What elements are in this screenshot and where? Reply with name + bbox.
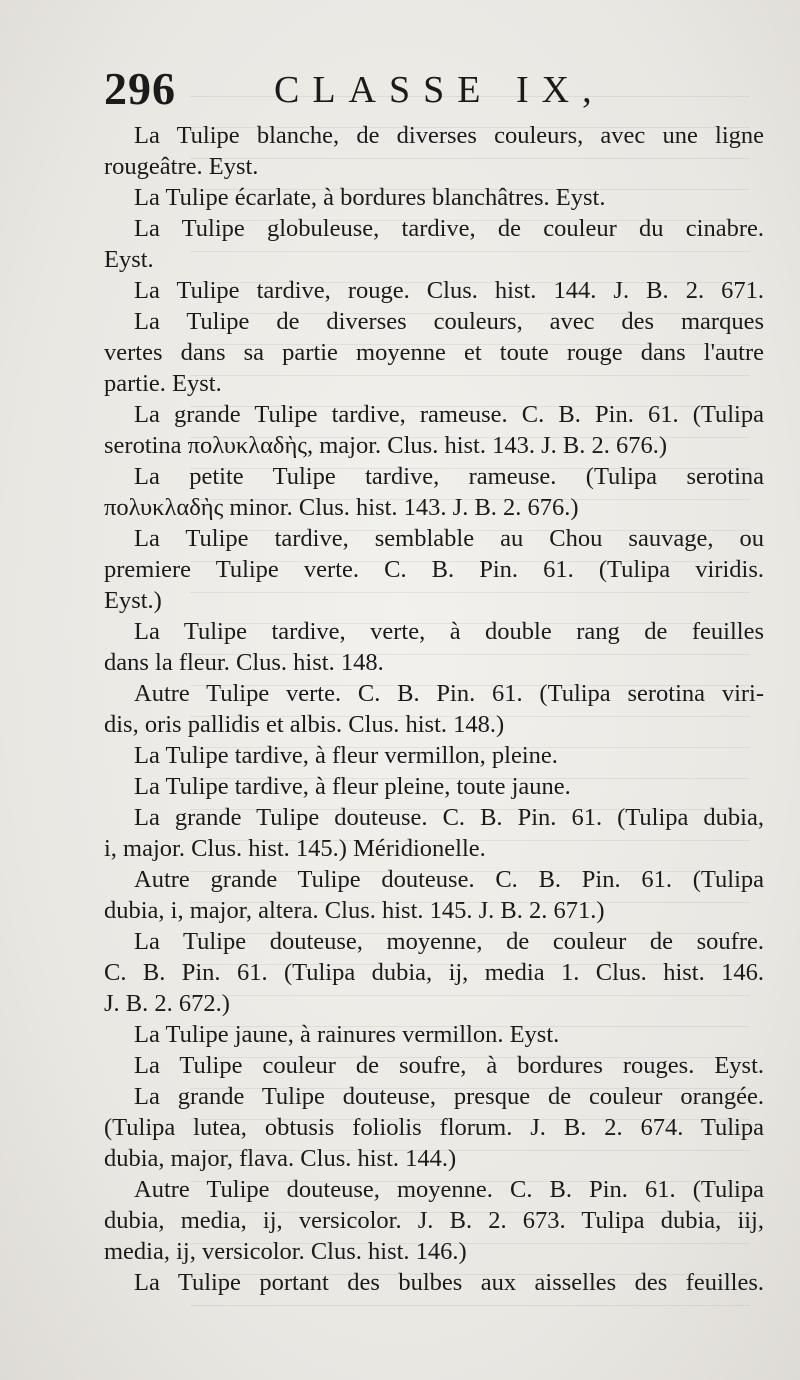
text-line: J. B. 2. 672.) xyxy=(104,990,230,1017)
page-number: 296 xyxy=(104,63,176,114)
text-line: La petite Tulipe tardive, rameuse. (Tulipa serotina xyxy=(134,463,764,490)
text-line: La grande Tulipe tardive, rameuse. C. B. Pin. 61. (Tulipa xyxy=(134,401,764,428)
text-line: vertes dans sa partie moyenne et toute rouge dans l'autre xyxy=(104,339,764,366)
text-line: La Tulipe de diverses couleurs, avec des marques xyxy=(134,308,764,335)
text-line: C. B. Pin. 61. (Tulipa dubia, ij, media 1. Clus. hist. 146. xyxy=(104,959,764,986)
text-line: πολυκλαδὴς minor. Clus. hist. 143. J. B. 2. 676.) xyxy=(104,494,579,521)
text-line: La Tulipe portant des bulbes aux aisselles des feuilles. xyxy=(134,1269,764,1296)
text-line: i, major. Clus. hist. 145.) Méridionelle. xyxy=(104,835,486,862)
text-line: La grande Tulipe douteuse. C. B. Pin. 61. (Tulipa dubia, xyxy=(134,804,764,831)
text-line: serotina πολυκλαδὴς, major. Clus. hist. 143. J. B. 2. 676.) xyxy=(104,432,668,459)
text-line: La Tulipe globuleuse, tardive, de couleur du cinabre. xyxy=(134,215,764,242)
text-line: dubia, media, ij, versicolor. J. B. 2. 673. Tulipa dubia, iij, xyxy=(104,1207,764,1234)
text-line: Autre Tulipe verte. C. B. Pin. 61. (Tulipa serotina viri- xyxy=(134,680,764,707)
text-line: La grande Tulipe douteuse, presque de couleur orangée. xyxy=(134,1083,764,1110)
text-line: La Tulipe tardive, rouge. Clus. hist. 144. J. B. 2. 671. xyxy=(134,277,764,304)
page-header xyxy=(104,62,764,122)
text-line: Autre Tulipe douteuse, moyenne. C. B. Pin. 61. (Tulipa xyxy=(134,1176,764,1203)
text-line: La Tulipe tardive, à fleur vermillon, pleine. xyxy=(134,742,558,769)
text-line: La Tulipe tardive, à fleur pleine, toute jaune. xyxy=(134,773,571,800)
text-line: partie. Eyst. xyxy=(104,370,222,397)
text-line: La Tulipe écarlate, à bordures blanchâtres. Eyst. xyxy=(134,184,606,211)
body-text xyxy=(104,120,764,1298)
text-line: (Tulipa lutea, obtusis foliolis florum. J. B. 2. 674. Tulipa xyxy=(104,1114,764,1141)
text-line: dis, oris pallidis et albis. Clus. hist. 148.) xyxy=(104,711,505,738)
running-title: CLASSE IX, xyxy=(274,69,605,111)
text-line: Eyst. xyxy=(104,246,154,273)
text-line: La Tulipe tardive, semblable au Chou sauvage, ou xyxy=(134,525,764,552)
text-line: La Tulipe couleur de soufre, à bordures rouges. Eyst. xyxy=(134,1052,764,1079)
text-line: premiere Tulipe verte. C. B. Pin. 61. (Tulipa viridis. xyxy=(104,556,764,583)
text-line: dubia, i, major, altera. Clus. hist. 145. J. B. 2. 671.) xyxy=(104,897,605,924)
text-line: La Tulipe blanche, de diverses couleurs, avec une ligne xyxy=(134,122,764,149)
text-line: La Tulipe jaune, à rainures vermillon. Eyst. xyxy=(134,1021,560,1048)
text-line: dans la fleur. Clus. hist. 148. xyxy=(104,649,384,676)
text-line: La Tulipe tardive, verte, à double rang de feuilles xyxy=(134,618,764,645)
text-line: dubia, major, flava. Clus. hist. 144.) xyxy=(104,1145,457,1172)
text-line: Eyst.) xyxy=(104,587,162,614)
text-line: media, ij, versicolor. Clus. hist. 146.) xyxy=(104,1238,467,1265)
text-line: La Tulipe douteuse, moyenne, de couleur de soufre. xyxy=(134,928,764,955)
text-line: rougeâtre. Eyst. xyxy=(104,153,259,180)
text-line: Autre grande Tulipe douteuse. C. B. Pin. 61. (Tulipa xyxy=(134,866,764,893)
